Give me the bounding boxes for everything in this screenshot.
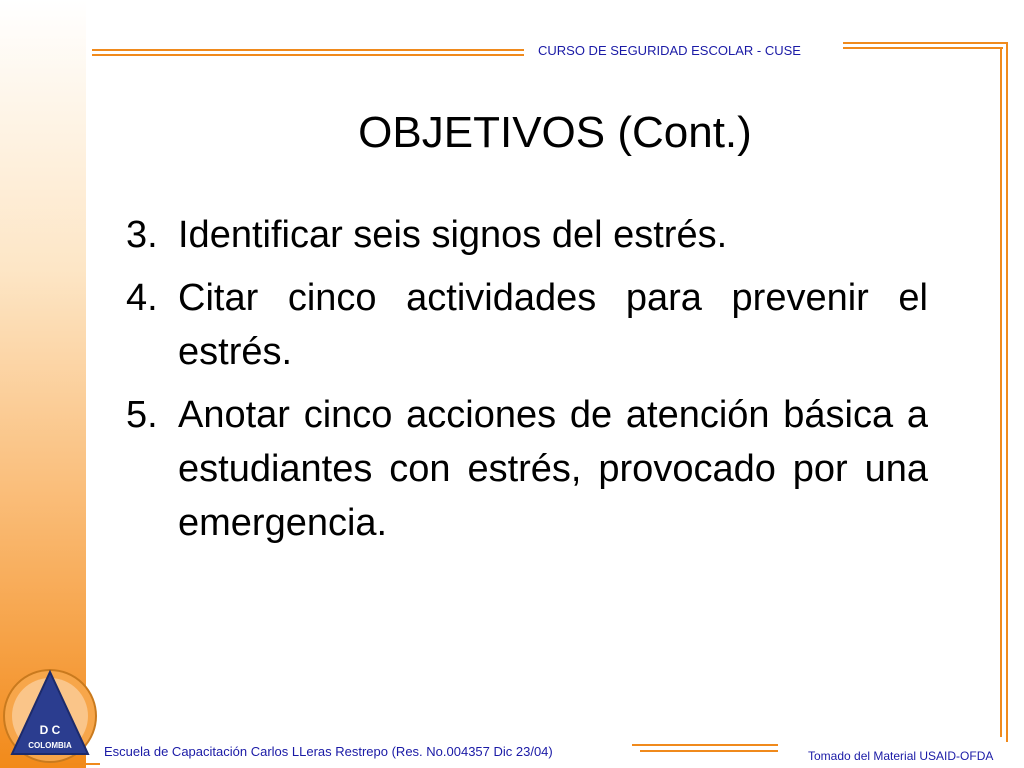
footer-rule-middle (632, 744, 778, 746)
objective-item-5 (126, 388, 928, 550)
objective-item-4 (126, 271, 928, 379)
header-rule-left-lower (92, 54, 524, 56)
footer-source: Tomado del Material USAID-OFDA (808, 749, 994, 763)
objective-number: 3. (126, 214, 158, 256)
footer-school: Escuela de Capacitación Carlos LLeras Restrepo (Res. No.004357 Dic 23/04) (104, 744, 553, 759)
objective-text: Identificar seis signos del estrés. (178, 214, 728, 256)
objectives-list (126, 208, 928, 559)
objective-text: Citar cinco actividades para prevenir el estrés. (178, 277, 928, 373)
header-rule-left (92, 49, 524, 51)
header-rule-right-lower (843, 47, 1003, 49)
course-header: CURSO DE SEGURIDAD ESCOLAR - CUSE (538, 43, 801, 58)
objective-number: 4. (126, 277, 158, 319)
page-title: OBJETIVOS (Cont.) (358, 108, 752, 157)
objective-number: 5. (126, 394, 158, 436)
logo-text-dc: D C (39, 723, 61, 737)
header-rule-right (843, 42, 1008, 44)
objective-item-3 (126, 208, 928, 262)
objective-text: Anotar cinco acciones de atención básica a estudiantes con estrés, provocado por una emergencia. (178, 394, 928, 544)
footer-rule-middle-lower (640, 750, 778, 752)
civil-defense-logo (2, 664, 98, 764)
logo-text-colombia: COLOMBIA (28, 741, 72, 750)
